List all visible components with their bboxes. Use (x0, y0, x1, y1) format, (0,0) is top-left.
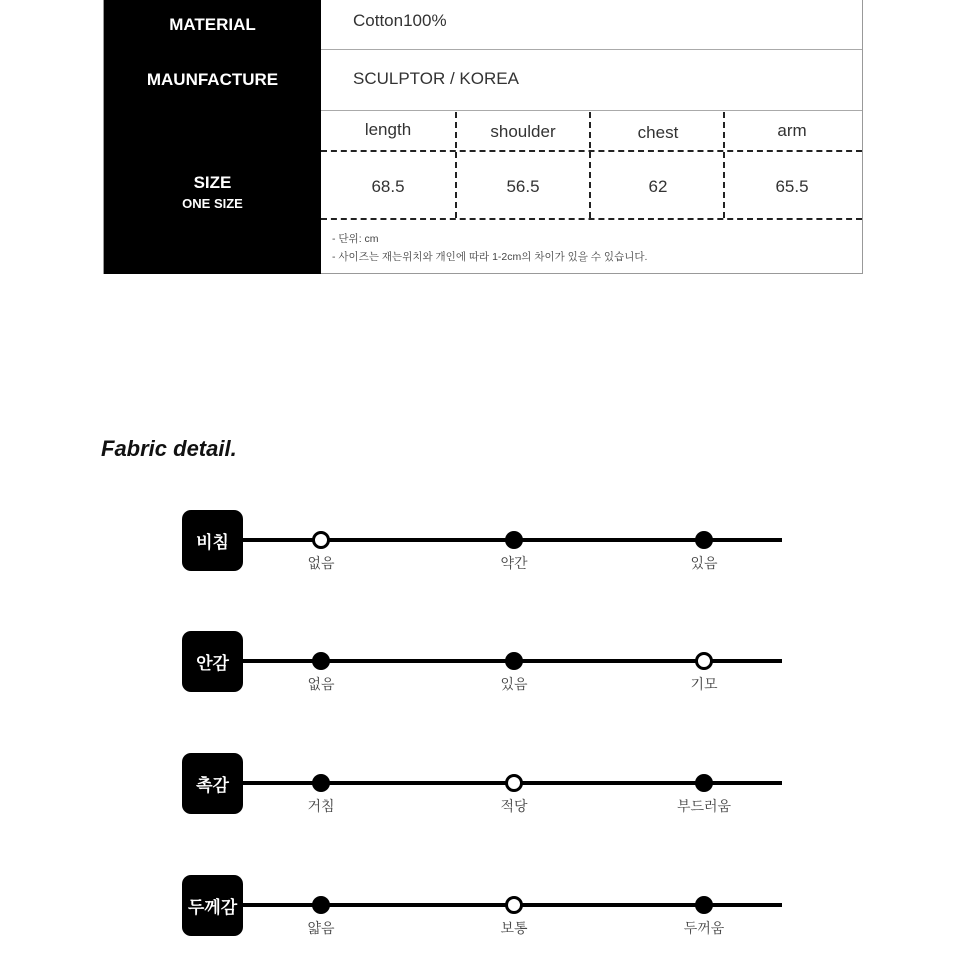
fabric-dot (312, 896, 330, 914)
size-dash-divider (321, 150, 862, 152)
fabric-option-label: 적당 (500, 799, 528, 815)
fabric-dot (695, 531, 713, 549)
row-divider (321, 110, 862, 111)
fabric-dot (312, 774, 330, 792)
size-header-length: length (364, 120, 412, 139)
material-label-text: MATERIAL (169, 14, 256, 34)
fabric-dot-selected (505, 896, 523, 914)
size-value-length: 68.5 (371, 177, 405, 196)
fabric-label-1: 비침 (182, 510, 243, 571)
size-dash-divider (321, 218, 862, 220)
spec-table (103, 0, 863, 274)
manufacture-value-text: SCULPTOR / KOREA (353, 69, 519, 88)
fabric-option-label: 부드러움 (676, 799, 732, 815)
fabric-option-label: 얇음 (307, 921, 335, 937)
size-value-shoulder: 56.5 (506, 177, 540, 196)
fabric-dot (695, 774, 713, 792)
fabric-option-label: 없음 (307, 677, 335, 693)
fabric-dot (312, 652, 330, 670)
size-label-text: SIZE (193, 173, 232, 192)
size-header-shoulder: shoulder (490, 122, 556, 141)
size-header-arm: arm (777, 121, 807, 140)
fabric-option-label: 없음 (307, 556, 335, 572)
fabric-dot-selected (695, 652, 713, 670)
fabric-option-label: 기모 (690, 677, 718, 693)
fabric-dot (695, 896, 713, 914)
manufacture-label (104, 49, 321, 110)
fabric-option-label: 약간 (500, 556, 528, 572)
fabric-label-4: 두께감 (182, 875, 243, 936)
fabric-option-label: 보통 (500, 921, 528, 937)
size-value-arm: 65.5 (775, 177, 809, 196)
material-value (321, 0, 862, 42)
manufacture-label-text: MAUNFACTURE (146, 69, 279, 89)
material-label (104, 0, 321, 49)
size-notes (332, 230, 647, 266)
material-value-text: Cotton100% (353, 11, 447, 30)
fabric-detail-title: Fabric detail. (101, 436, 237, 461)
fabric-label-3: 촉감 (182, 753, 243, 814)
fabric-dot-selected (505, 774, 523, 792)
fabric-dot-selected (312, 531, 330, 549)
size-note-unit: - 단위: cm (332, 233, 379, 245)
size-label (104, 110, 321, 274)
manufacture-value (321, 49, 862, 109)
fabric-option-label: 거침 (307, 799, 335, 815)
fabric-dot (505, 531, 523, 549)
fabric-option-label: 있음 (690, 556, 718, 572)
fabric-option-label: 있음 (500, 677, 528, 693)
fabric-label-2: 안감 (182, 631, 243, 692)
size-note-variance: - 사이즈는 재는위치와 개인에 따라 1-2cm의 차이가 있을 수 있습니다. (332, 251, 648, 263)
size-value-chest: 62 (648, 177, 668, 196)
fabric-option-label: 두꺼움 (683, 921, 725, 937)
fabric-dot (505, 652, 523, 670)
size-sub-label: ONE SIZE (182, 196, 243, 211)
size-header-chest: chest (637, 123, 679, 142)
